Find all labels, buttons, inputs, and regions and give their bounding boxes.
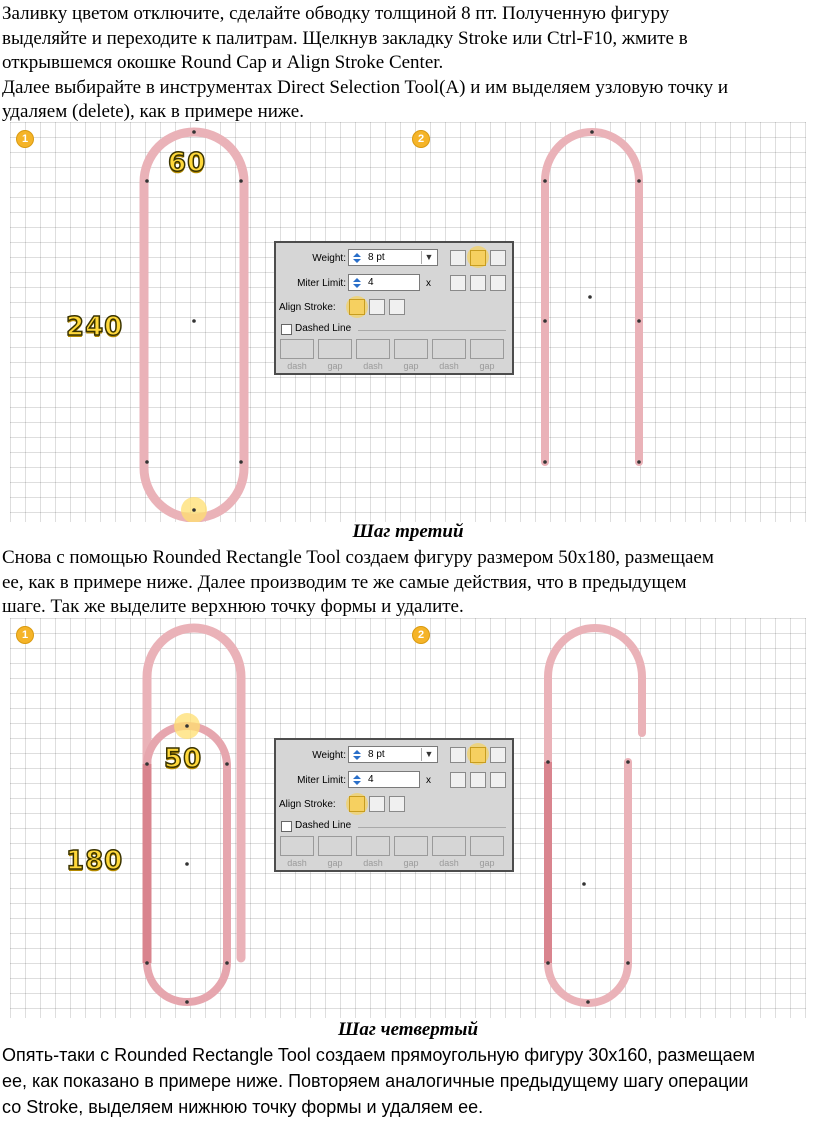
dash-label: dash bbox=[363, 858, 383, 868]
step3-paragraph bbox=[2, 546, 814, 620]
intro-line: Далее выбирайте в инструментах Direct Selection Tool(A) и им выделяем узловую точку и bbox=[2, 76, 729, 98]
step4-paragraph bbox=[2, 1042, 814, 1120]
miter-limit-input[interactable] bbox=[348, 274, 420, 291]
weight-label: Weight: bbox=[312, 750, 346, 761]
gap-field[interactable] bbox=[318, 339, 352, 359]
spinner-icon[interactable] bbox=[351, 774, 363, 786]
divider bbox=[358, 827, 506, 828]
dash-label: dash bbox=[439, 361, 459, 371]
align-inside-button[interactable] bbox=[369, 796, 385, 812]
divider bbox=[358, 330, 506, 331]
round-join-button[interactable] bbox=[470, 275, 486, 291]
step4-line: Опять-таки с Rounded Rectangle Tool создаем прямоугольную фигуру 30х160, размещаем bbox=[2, 1045, 756, 1065]
intro-paragraph bbox=[2, 2, 814, 125]
dash-field[interactable] bbox=[432, 339, 466, 359]
dash-field[interactable] bbox=[432, 836, 466, 856]
gap-field[interactable] bbox=[470, 836, 504, 856]
dash-label: dash bbox=[287, 361, 307, 371]
rounded-rect-shape bbox=[144, 132, 244, 518]
butt-cap-button[interactable] bbox=[450, 747, 466, 763]
dash-field[interactable] bbox=[280, 339, 314, 359]
dashed-line-checkbox[interactable] bbox=[281, 821, 292, 832]
align-inside-button[interactable] bbox=[369, 299, 385, 315]
projecting-cap-button[interactable] bbox=[490, 250, 506, 266]
gap-field[interactable] bbox=[394, 339, 428, 359]
step3-line: ее, как в примере ниже. Далее производим те же самые действия, что в предыдущем bbox=[2, 571, 687, 593]
gap-label: gap bbox=[403, 361, 419, 371]
round-join-button[interactable] bbox=[470, 772, 486, 788]
weight-value: 8 pt bbox=[368, 749, 385, 760]
miter-limit-input[interactable] bbox=[348, 771, 420, 788]
width-dimension-label: 50 bbox=[164, 744, 203, 774]
gap-label: gap bbox=[479, 361, 495, 371]
step-badge-1: 1 bbox=[16, 130, 34, 148]
spinner-icon[interactable] bbox=[351, 277, 363, 289]
intro-line: выделяйте и переходите к палитрам. Щелкнув закладку Stroke или Ctrl-F10, жмите в bbox=[2, 27, 688, 49]
projecting-cap-button[interactable] bbox=[490, 747, 506, 763]
dash-field[interactable] bbox=[356, 339, 390, 359]
dash-field[interactable] bbox=[280, 836, 314, 856]
step4-line: ее, как показано в примере ниже. Повторяем аналогичные предыдущему шагу операции bbox=[2, 1071, 749, 1091]
miter-join-button[interactable] bbox=[450, 275, 466, 291]
step4-line: со Stroke, выделяем нижнюю точку формы и удаляем ее. bbox=[2, 1097, 484, 1117]
round-cap-button[interactable] bbox=[470, 747, 486, 763]
chevron-down-icon[interactable]: ▼ bbox=[421, 748, 436, 761]
step3-line: Снова с помощью Rounded Rectangle Tool создаем фигуру размером 50х180, размещаем bbox=[2, 547, 714, 568]
align-outside-button[interactable] bbox=[389, 796, 405, 812]
gap-label: gap bbox=[403, 858, 419, 868]
figure-step2-illustration bbox=[10, 122, 806, 522]
gap-label: gap bbox=[327, 858, 343, 868]
step4-heading: Шаг четвертый bbox=[337, 1019, 479, 1040]
miter-unit: x bbox=[426, 775, 431, 786]
dash-label: dash bbox=[287, 858, 307, 868]
butt-cap-button[interactable] bbox=[450, 250, 466, 266]
dashed-line-label: Dashed Line bbox=[295, 323, 352, 334]
bevel-join-button[interactable] bbox=[490, 772, 506, 788]
dash-label: dash bbox=[439, 858, 459, 868]
height-dimension-label: 240 bbox=[66, 312, 124, 342]
align-center-button[interactable] bbox=[349, 796, 365, 812]
stroke-panel bbox=[274, 738, 514, 872]
weight-select[interactable] bbox=[348, 249, 438, 266]
anchor-points bbox=[145, 130, 243, 512]
dash-field[interactable] bbox=[356, 836, 390, 856]
weight-label: Weight: bbox=[312, 253, 346, 264]
dash-label: dash bbox=[363, 361, 383, 371]
intro-line: удаляем (delete), как в примере ниже. bbox=[2, 101, 304, 122]
align-stroke-label: Align Stroke: bbox=[279, 799, 336, 810]
spinner-icon[interactable] bbox=[351, 749, 363, 761]
miter-limit-value: 4 bbox=[368, 774, 374, 785]
gap-field[interactable] bbox=[470, 339, 504, 359]
open-path-shape bbox=[545, 132, 639, 462]
bevel-join-button[interactable] bbox=[490, 275, 506, 291]
dashed-line-label: Dashed Line bbox=[295, 820, 352, 831]
intro-line: Заливку цветом отключите, сделайте обводку толщиной 8 пт. Полученную фигуру bbox=[2, 3, 670, 24]
miter-unit: x bbox=[426, 278, 431, 289]
step-badge-1: 1 bbox=[16, 626, 34, 644]
miter-join-button[interactable] bbox=[450, 772, 466, 788]
align-outside-button[interactable] bbox=[389, 299, 405, 315]
step-badge-2: 2 bbox=[412, 130, 430, 148]
gap-label: gap bbox=[327, 361, 343, 371]
intro-line: открывшемся окошке Round Cap и Align Stroke Center. bbox=[2, 52, 444, 73]
miter-limit-value: 4 bbox=[368, 277, 374, 288]
gap-label: gap bbox=[479, 858, 495, 868]
step3-heading: Шаг третий bbox=[352, 521, 464, 542]
step-badge-2: 2 bbox=[412, 626, 430, 644]
weight-value: 8 pt bbox=[368, 252, 385, 263]
align-stroke-label: Align Stroke: bbox=[279, 302, 336, 313]
step3-line: шаге. Так же выделите верхнюю точку формы и удалите. bbox=[2, 596, 464, 617]
gap-field[interactable] bbox=[394, 836, 428, 856]
weight-select[interactable] bbox=[348, 746, 438, 763]
miter-limit-label: Miter Limit: bbox=[297, 775, 346, 786]
height-dimension-label: 180 bbox=[66, 846, 124, 876]
dashed-line-checkbox[interactable] bbox=[281, 324, 292, 335]
stroke-panel bbox=[274, 241, 514, 375]
round-cap-button[interactable] bbox=[470, 250, 486, 266]
spinner-icon[interactable] bbox=[351, 252, 363, 264]
figure-step3-illustration bbox=[10, 618, 806, 1018]
miter-limit-label: Miter Limit: bbox=[297, 278, 346, 289]
chevron-down-icon[interactable]: ▼ bbox=[421, 251, 436, 264]
gap-field[interactable] bbox=[318, 836, 352, 856]
width-dimension-label: 60 bbox=[168, 148, 207, 178]
align-center-button[interactable] bbox=[349, 299, 365, 315]
